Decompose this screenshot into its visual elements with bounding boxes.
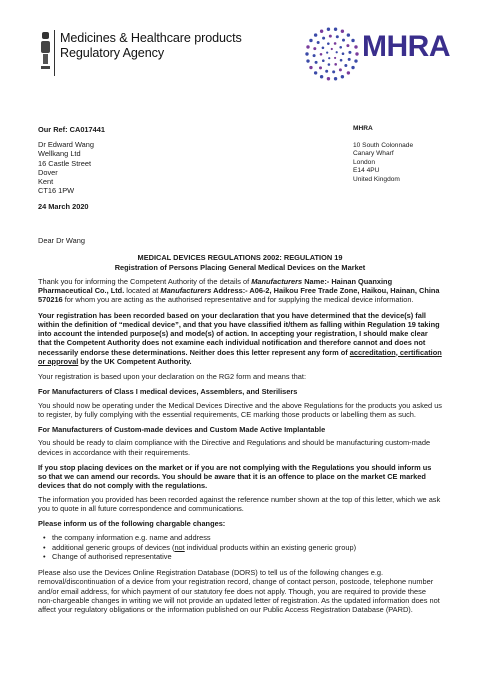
recipient-line: Kent — [38, 177, 54, 187]
royal-crest-icon — [40, 30, 51, 76]
header-divider — [54, 30, 55, 76]
letter-body — [38, 236, 442, 614]
reference-label: Our Ref: — [38, 125, 68, 134]
logo-dot — [344, 64, 347, 67]
paragraph-dors: Please also use the Devices Online Registration Database (DORS) to tell us of the following changes e.g. removal/discontinuation of a device from your registration record, change of contact person, postcode, telephone number and/or email address, for which payment of our statutory fee does not apply. Though, you are required to provide these non-chargeable changes in writing we will not provide an updated letter of registration. As the updated information does not affect your regulatory obligations or the information published on our Public Access Registration Database (PARD). — [38, 568, 440, 614]
paragraph-stop-placing: If you stop placing devices on the market or if you are not complying with the Regulations you should inform us so that we can amend our records. You should be aware that it is an offence to place on the market CE marked devices that do not comply with the regulations. — [38, 462, 432, 491]
salutation: Dear Dr Wang — [38, 236, 85, 245]
reference — [38, 125, 105, 134]
sender-line: United Kingdom — [353, 175, 400, 183]
logo-dot — [354, 45, 357, 48]
logo-dot — [322, 46, 325, 49]
recipient-address — [38, 140, 94, 196]
logo-dot — [306, 45, 309, 48]
logo-dot — [334, 77, 337, 80]
logo-dot — [320, 30, 323, 33]
logo-dot — [327, 28, 330, 31]
paragraph-class-i: You should now be operating under the Medical Devices Directive and the above Regulations for the products you asked us to register, by fully complying with the essential requirements, CE marking those products or labelling them as such. — [38, 400, 442, 419]
logo-dot — [309, 66, 312, 69]
logo-dot — [348, 58, 351, 61]
logo-dot — [317, 41, 320, 44]
logo-dot — [309, 39, 312, 42]
logo-dot — [325, 70, 328, 73]
logo-dot — [313, 47, 316, 50]
recipient-line: Dr Edward Wang — [38, 140, 94, 149]
heading-custom-made: For Manufacturers of Custom-made devices and Custom Made Active Implantable — [38, 425, 326, 434]
logo-dot — [340, 59, 343, 62]
logo-dot — [348, 51, 351, 54]
logo-dot — [339, 68, 342, 71]
logo-dot — [320, 75, 323, 78]
heading-class-i: For Manufacturers of Class I medical devices, Assemblers, and Sterilisers — [38, 387, 298, 397]
logo-dot — [355, 52, 358, 55]
logo-dot — [331, 48, 333, 50]
logo-dot — [329, 35, 332, 38]
logo-dot — [326, 52, 328, 54]
logo-dot — [341, 30, 344, 33]
logo-dot — [334, 42, 337, 45]
mhra-logo-dots-icon — [304, 26, 360, 82]
logo-dot — [334, 57, 336, 59]
sender-name: MHRA — [353, 125, 373, 132]
agency-name — [60, 31, 242, 60]
logo-dot — [322, 59, 325, 62]
logo-dot — [339, 46, 342, 49]
mhra-logo-text: MHRA — [362, 30, 450, 63]
sender-line: E14 4PU — [353, 167, 380, 175]
list-item: • additional generic groups of devices (not individual products within an existing generic group) — [52, 543, 442, 552]
recipient-line: 16 Castle Street — [38, 158, 91, 168]
logo-dot — [351, 66, 354, 69]
paragraph-custom-made: You should be ready to claim compliance with the Directive and Regulations and should be manufacturing custom-made devices in accordance with their requirements. — [38, 438, 431, 457]
logo-dot — [354, 59, 357, 62]
logo-dot — [314, 71, 317, 74]
logo-dot — [315, 61, 318, 64]
paragraph-reference-info: The information you provided has been recorded against the reference number shown at the top of this letter, which we ask you to quote in all future correspondence and communications. — [38, 494, 441, 513]
paragraph-basis: Your registration is based upon your declaration on the RG2 form and means that: — [38, 372, 306, 381]
logo-dot — [314, 33, 317, 36]
changes-list — [38, 533, 442, 561]
sender-line: Canary Wharf — [353, 150, 394, 158]
logo-dot — [342, 52, 345, 55]
logo-dot — [336, 35, 339, 38]
recipient-line: CT16 1PW — [38, 186, 75, 196]
logo-dot — [328, 57, 330, 59]
logo-dot — [346, 44, 349, 47]
logo-dot — [305, 52, 308, 55]
logo-dot — [334, 63, 337, 66]
recipient-line: Dover — [38, 167, 58, 177]
logo-dot — [347, 71, 350, 74]
letter-title-1: MEDICAL DEVICES REGULATIONS 2002: REGULATION 19 — [137, 253, 343, 263]
logo-dot — [319, 66, 322, 69]
logo-dot — [342, 39, 345, 42]
heading-chargeable-changes: Please inform us of the following chargable changes: — [38, 519, 226, 528]
list-item: • the company information e.g. name and address — [52, 533, 442, 542]
paragraph-registration: Your registration has been recorded based on your declaration that you have determined that the device(s) fall within the definition of “medical device”, and that you have classified it/them as falling within Regulation 19 taking into account the intended purpose(s) and mode(s) of action. In accepting your registration, I should make clear that the Competent Authority does not examine each individual notification and therefore cannot and does not necessarily endorse these determinations. Neither does this letter represent any form of accreditation, certification or approval by the UK Competent Authority. — [38, 310, 442, 366]
recipient-line: Wellkang Ltd — [38, 149, 81, 159]
logo-dot — [347, 33, 350, 36]
sender-line: London — [353, 158, 376, 166]
letter-title-2: Registration of Persons Placing General Medical Devices on the Market — [114, 262, 366, 272]
logo-dot — [306, 59, 309, 62]
logo-dot — [320, 53, 323, 56]
logo-dot — [336, 51, 338, 53]
paragraph-intro: Thank you for informing the Competent Authority of the details of Manufacturers Name:- Hainan Quanxing Pharmaceutical Co., Ltd. located at Manufacturers Address:- A06-2, Haikou Free Trade Zone, Haikou, Hainan, China 570216 for whom you are acting as the authorised representative and for supplying the medical device information. — [38, 276, 440, 305]
logo-dot — [332, 70, 335, 73]
logo-dot — [327, 77, 330, 80]
letter-date: 24 March 2020 — [38, 202, 89, 211]
logo-dot — [334, 28, 337, 31]
logo-dot — [341, 75, 344, 78]
list-item: • Change of authorised representative — [52, 552, 442, 561]
logo-dot — [351, 39, 354, 42]
logo-dot — [313, 54, 316, 57]
logo-dot — [328, 63, 331, 66]
agency-line-1: Medicines & Healthcare products — [60, 31, 242, 45]
reference-value: CA017441 — [69, 125, 105, 134]
sender-line: 10 South Colonnade — [353, 141, 414, 149]
logo-dot — [327, 42, 330, 45]
sender-address — [353, 125, 413, 185]
logo-dot — [322, 37, 325, 40]
agency-line-2: Regulatory Agency — [60, 45, 165, 60]
